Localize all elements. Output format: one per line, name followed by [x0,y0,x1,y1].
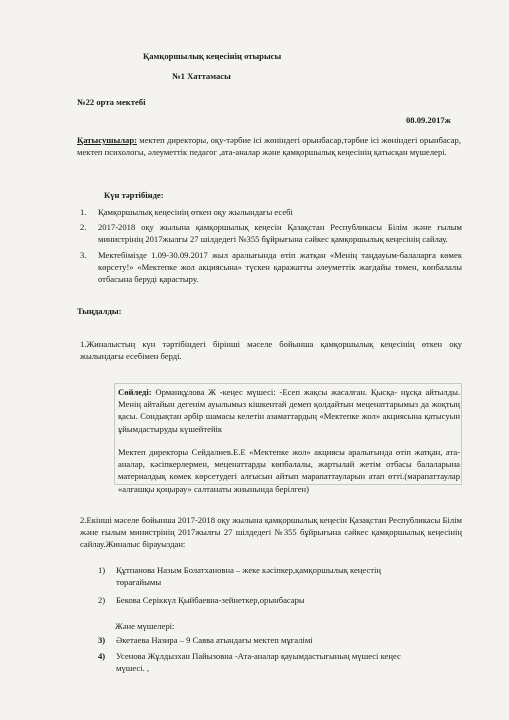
agenda-item: 3. Мектебімізде 1.09-30.09.2017 жыл аралығында өтіп жатқан «Менің таңдауым-балаларға көмек көрсету!» «Мектепке жол акциясына» түскен қаражатты әлеуметтік жағдайы төмен, көпбалалы отбасына беруді қарастыру. [80,249,462,285]
protocol-number: №1 Хаттамасы [172,71,231,81]
participants-paragraph [77,134,461,158]
members-list: 3) Әкетаева Назира – 9 Савва атындағы мектеп мұғалімі 4) Усенова Жұлдызхан Пайызовна -Ата-аналар қауымдастығының мүшесі кеңес мүшесі. , [98,634,458,675]
heard-item-2: 2.Екінші мәселе бойынша 2017-2018 оқу жылына қамқоршылық кеңесін Қазақстан Республикасы Білім және ғылым министрінің 2017жылғы 27 шілдедегі №355 бұйрығына сәйкес қамқоршылық кеңесінің сайлау.Жиналыс бірауыздан: [80,515,462,550]
agenda-item: 1. Қамқоршылық кеңесінің өткен оқу жылындағы есебі [80,207,293,217]
participants-text: мектеп директоры, оқу-тәрбие ісі жөніндегі орынбасар,тәрбие ісі жөніндегі орынбасар, мектеп психологы, әлеуметтік педагог ,ата-аналар және қамқоршылық кеңесінің қатысқан мүшелері. [77,135,461,158]
speech-label: Сөйледі: [118,387,152,397]
heard-item-1: 1.Жиналыстың күн тәртібіндегі бірінші мәселе бойынша қамқоршылық кеңесінің өткен оқу жылындағы есебімен берді. [80,339,462,362]
speech-text: Орманқұлова Ж -кеңес мүшесі: -Есеп жақсы жасалған. Қысқа- нұсқа айтылды. Менің айтайын дегенім ауылымыз кішкентай демеп қолдайтын меценаттарымыз да жоқтың қасы. Сондықтан әрбір шамасы келетін азаматтардың «Мектепке жол» акциясына қатысуын ұйымдастыруды күшейтейік [118,387,460,434]
elected-item: 1) Құтпанова Назым Болатхановна – жеке кәсіпкер,қамқоршылық кеңестің [98,565,381,575]
members-heading: Және мүшелері: [115,621,175,631]
agenda-item: 2. 2017-2018 оқу жылына қамқоршылық кеңесін Қазақстан Республикасы Білім және ғылым министрінің 2017жылғы 27 шілдедегі №355 бұйрығына сәйкес қамқоршылық кеңесінің сайлау. [80,222,462,245]
meeting-date: 08.09.2017ж [406,115,451,125]
school-name: №22 орта мектебі [77,97,146,107]
member-item: 3) Әкетаева Назира – 9 Савва атындағы мектеп мұғалімі [98,635,313,645]
speech-paragraph [118,386,460,435]
agenda-list [80,206,462,285]
director-paragraph: Мектеп директоры Сейдалиев.Е.Е «Мектепке жол» акциясы аралығында өтіп жатқан, ата-аналар, кәсіпкерлермен, меценаттарды көпбалалы, жартылай жетім отбасы балаларына материалдық көмек көрсетудегі алғысын айтып марапаттауларын атап өтті.(марапаттаулар «алғашқы қоңырау» салтанаты жиынында берілген) [118,447,460,494]
elected-list: 1) Құтпанова Назым Болатхановна – жеке кәсіпкер,қамқоршылық кеңестің төрағайымы 2) Бекова Серіккүл Қыйбаевна-зейнеткер,орынбасары [98,564,458,607]
agenda-heading: Күн тәртібінде: [104,190,164,200]
participants-label: Қатысушылар: [77,135,137,145]
elected-item: 2) Бекова Серіккүл Қыйбаевна-зейнеткер,орынбасары [98,595,305,606]
member-item: 4) Усенова Жұлдызхан Пайызовна -Ата-аналар қауымдастығының мүшесі кеңес [98,651,401,662]
meeting-title: Қамқоршылық кеңесінің отырысы [143,51,282,61]
heard-heading: Тыңдалды: [77,306,122,316]
